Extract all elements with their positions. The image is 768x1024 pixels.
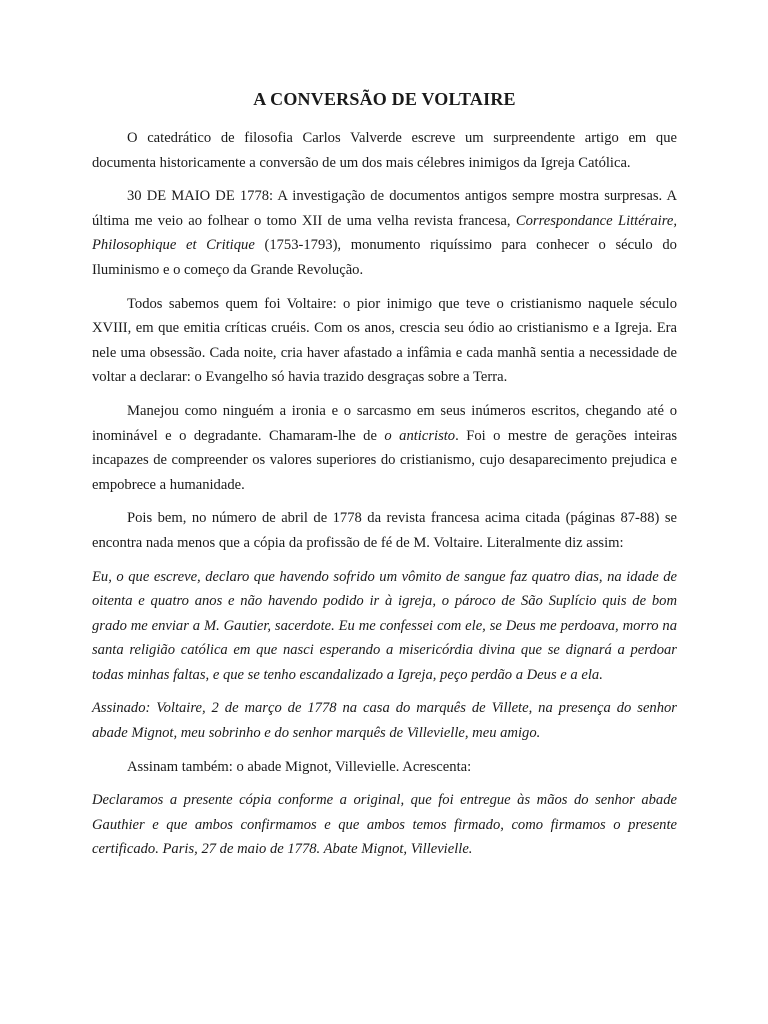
journal-title: Correspondance Littéraire, Philosophique et Critique: [92, 212, 677, 254]
paragraph-date: [92, 184, 677, 282]
paragraph-voltaire: Todos sabemos quem foi Voltaire: o pior inimigo que teve o cristianismo naquele século XVIII, em que emitia críticas cruéis. Com os anos, crescia seu ódio ao cristianismo e a Igreja. Era nele uma obsessão. Cada noite, cria haver afastado a infâmia e cada manhã sentia a necessidade de voltar a declarar: o Evangelho só havia trazido desgraças sobre a Terra.: [92, 295, 677, 386]
paragraph-date-text-b: (1753-1793), monumento riquíssimo para conhecer o século do Iluminismo e o começo da Grande Revolução.: [92, 237, 677, 278]
anticristo-term: o anticristo: [384, 427, 456, 444]
document-page: [92, 0, 677, 862]
paragraph-assinam: Assinam também: o abade Mignot, Villevielle. Acrescenta:: [127, 758, 472, 775]
paragraph-irony-text-a: Manejou como ninguém a ironia e o sarcasmo em seus inúmeros escritos, chegando até o inominável e o degradante. Chamaram-lhe de: [92, 402, 677, 444]
quote-certificate: Declaramos a presente cópia conforme a original, que foi entregue às mãos do senhor abade Gauthier e que ambos confirmamos e que ambos temos firmado, como firmamos o presente certificado. Paris, 27 de maio de 1778. Abate Mignot, Villevielle.: [92, 792, 677, 858]
paragraph-irony-text-b: . Foi o mestre de gerações inteiras incapazes de compreender os valores superiores do cristianismo, cujo desaparecimento prejudica e empobrece a humanidade.: [92, 427, 677, 493]
paragraph-irony: [92, 399, 677, 497]
paragraph-intro: O catedrático de filosofia Carlos Valverde escreve um surpreendente artigo em que documenta historicamente a conversão de um dos mais célebres inimigos da Igreja Católica.: [92, 130, 677, 171]
quote-confession: Eu, o que escreve, declaro que havendo sofrido um vômito de sangue faz quatro dias, na idade de oitenta e quatro anos e não havendo podido ir à igreja, o pároco de São Suplício quis de bom grado me enviar a M. Gautier, sacerdote. Eu me confessei com ele, se Deus me perdoava, morro na santa religião católica em que nasci esperando a misericórdia divina que se dignará a perdoar todas minhas faltas, e que se tenho escandalizado a Igreja, peço perdão a Deus e a ela.: [92, 568, 677, 683]
paragraph-date-text-a: 30 DE MAIO DE 1778: A investigação de documentos antigos sempre mostra surpresas. A última me veio ao folhear o tomo XII de uma velha revista francesa,: [92, 188, 677, 229]
document-title: A CONVERSÃO DE VOLTAIRE: [253, 89, 516, 109]
paragraph-revista: Pois bem, no número de abril de 1778 da revista francesa acima citada (páginas 87-88) se encontra nada menos que a cópia da profissão de fé de M. Voltaire. Literalmente diz assim:: [92, 510, 677, 551]
quote-signature: Assinado: Voltaire, 2 de março de 1778 na casa do marquês de Villete, na presença do senhor abade Mignot, meu sobrinho e do senhor marquês de Villevielle, meu amigo.: [92, 700, 677, 742]
